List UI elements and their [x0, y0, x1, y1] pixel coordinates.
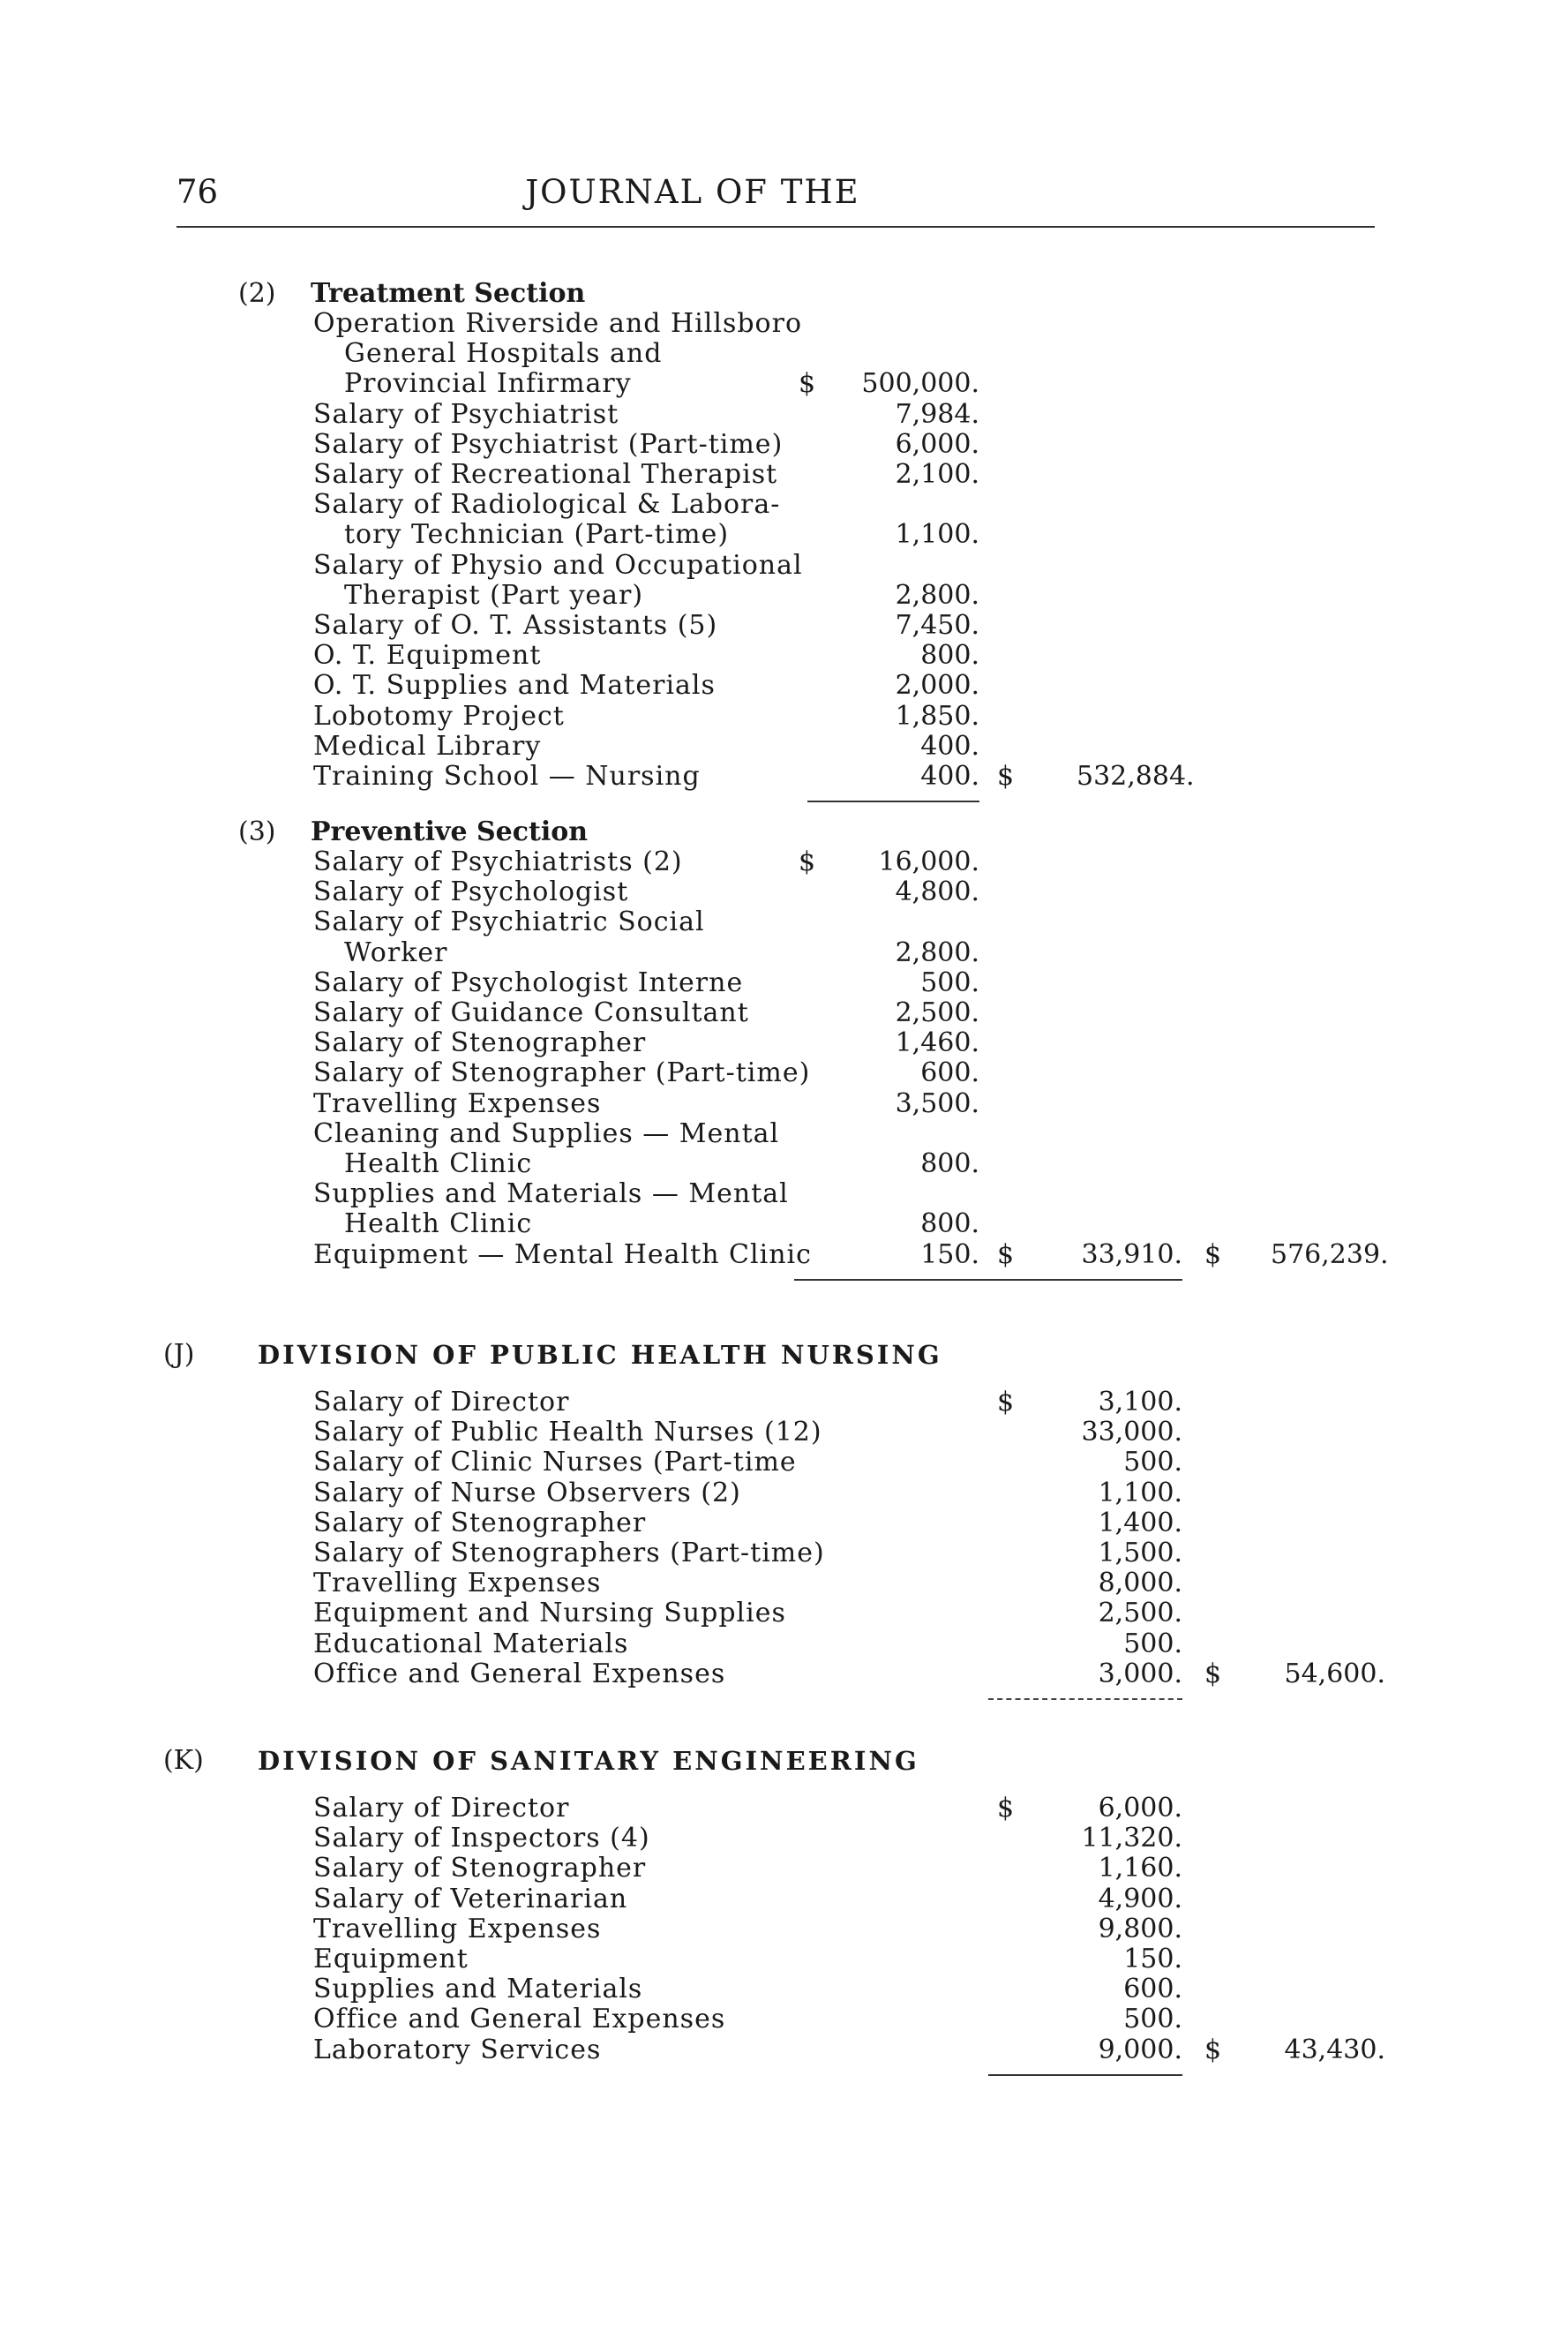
- subtotal-amount: 4,900.: [1098, 1883, 1182, 1914]
- subtotal-amount: 500.: [1123, 2004, 1182, 2035]
- line-item-text: O. T. Equipment: [313, 640, 542, 672]
- line-item-text: tory Technician (Part-time): [344, 519, 730, 551]
- subtotal-amount: 600.: [1123, 1974, 1182, 2005]
- total-rule: [988, 1698, 1182, 1700]
- line-item-text: O. T. Supplies and Materials: [313, 670, 716, 702]
- subtotal-amount: 33,000.: [1081, 1417, 1182, 1448]
- dollar-sign: $: [997, 1387, 1015, 1418]
- line-item-text: Salary of Psychiatrist (Part-time): [313, 428, 784, 460]
- dollar-sign: $: [1204, 2034, 1222, 2065]
- line-item-text: Office and General Expenses: [313, 2004, 726, 2035]
- line-item-text: Salary of Stenographer: [313, 1507, 647, 1538]
- subtotal-amount: 500.: [1123, 1628, 1182, 1659]
- line-item-text: Salary of Psychologist Interne: [313, 966, 744, 998]
- line-item-text: Health Clinic: [344, 1208, 533, 1240]
- running-title: JOURNAL OF THE: [525, 173, 860, 211]
- line-item-amount: 6,000.: [895, 428, 979, 460]
- subtotal-amount: 532,884.: [1077, 761, 1195, 792]
- dollar-sign: $: [1204, 1238, 1222, 1270]
- total-amount: 576,239.: [1271, 1238, 1389, 1270]
- line-item-text: General Hospitals and: [344, 338, 663, 370]
- line-item-amount: 500,000.: [861, 368, 979, 400]
- subtotal-amount: 1,500.: [1098, 1538, 1182, 1568]
- line-item-amount: 2,100.: [895, 459, 979, 490]
- section-marker: (J): [163, 1339, 195, 1370]
- line-item-text: Health Clinic: [344, 1148, 533, 1179]
- line-item-text: Operation Riverside and Hillsboro: [313, 308, 803, 339]
- section-heading: DIVISION OF PUBLIC HEALTH NURSING: [258, 1340, 942, 1370]
- total-amount: 54,600.: [1284, 1658, 1385, 1689]
- dollar-sign: $: [997, 1238, 1015, 1270]
- line-item-text: Office and General Expenses: [313, 1658, 726, 1689]
- section-marker: (K): [163, 1745, 204, 1776]
- line-item-text: Salary of Stenographer: [313, 1027, 647, 1059]
- subtotal-amount: 1,400.: [1098, 1507, 1182, 1538]
- subtotal-amount: 2,500.: [1098, 1598, 1182, 1629]
- line-item-text: Equipment: [313, 1944, 469, 1974]
- line-item-amount: 16,000.: [878, 846, 979, 877]
- line-item-text: Salary of Psychiatrists (2): [313, 846, 683, 877]
- dollar-sign: $: [997, 761, 1015, 792]
- subtotal-amount: 3,100.: [1098, 1387, 1182, 1418]
- line-item-text: Salary of Psychiatrist: [313, 398, 619, 430]
- line-item-text: Salary of Public Health Nurses (12): [313, 1417, 822, 1448]
- line-item-text: Training School — Nursing: [313, 761, 701, 792]
- line-item-text: Salary of Clinic Nurses (Part-time: [313, 1447, 797, 1478]
- line-item-text: Salary of Director: [313, 1387, 570, 1418]
- line-item-text: Equipment and Nursing Supplies: [313, 1598, 786, 1629]
- line-item-amount: 3,500.: [895, 1087, 979, 1119]
- line-item-text: Salary of Psychiatric Social: [313, 906, 705, 938]
- line-item-text: Salary of Physio and Occupational: [313, 549, 803, 581]
- line-item-text: Medical Library: [313, 730, 542, 762]
- line-item-amount: 400.: [920, 730, 979, 762]
- page-header: [176, 173, 1377, 215]
- subtotal-amount: 1,100.: [1098, 1477, 1182, 1508]
- line-item-amount: 800.: [920, 1208, 979, 1240]
- line-item-text: Laboratory Services: [313, 2034, 602, 2065]
- line-item-amount: 2,500.: [895, 997, 979, 1028]
- total-rule: [909, 1279, 1182, 1281]
- subtotal-amount: 8,000.: [1098, 1568, 1182, 1599]
- section-marker: (3): [238, 816, 276, 847]
- page-number: 76: [176, 173, 219, 211]
- line-item-text: Educational Materials: [313, 1628, 629, 1659]
- line-item-amount: 1,850.: [895, 700, 979, 732]
- dollar-sign: $: [799, 846, 816, 877]
- line-item-text: Salary of Director: [313, 1793, 570, 1824]
- line-item-amount: 800.: [920, 1148, 979, 1179]
- line-item-text: Travelling Expenses: [313, 1913, 602, 1944]
- total-rule: [807, 801, 979, 802]
- section-heading: DIVISION OF SANITARY ENGINEERING: [258, 1746, 919, 1776]
- subtotal-amount: 33,910.: [1081, 1238, 1182, 1270]
- section-heading: Treatment Section: [311, 278, 586, 309]
- line-item-text: Salary of Stenographer: [313, 1853, 647, 1884]
- subtotal-amount: 1,160.: [1098, 1853, 1182, 1884]
- line-item-text: Salary of Stenographers (Part-time): [313, 1538, 825, 1568]
- dollar-sign: $: [799, 368, 816, 400]
- subtotal-amount: 9,800.: [1098, 1913, 1182, 1944]
- subtotal-amount: 6,000.: [1098, 1793, 1182, 1824]
- line-item-text: Salary of Inspectors (4): [313, 1823, 650, 1854]
- line-item-text: Salary of Radiological & Labora-: [313, 489, 781, 521]
- subtotal-amount: 9,000.: [1098, 2034, 1182, 2065]
- subtotal-amount: 11,320.: [1081, 1823, 1182, 1854]
- line-item-text: Therapist (Part year): [344, 579, 644, 611]
- line-item-text: Supplies and Materials — Mental: [313, 1178, 789, 1210]
- section-heading: Preventive Section: [311, 816, 589, 847]
- section-marker: (2): [238, 278, 276, 309]
- total-rule: [988, 2074, 1182, 2076]
- line-item-text: Salary of Stenographer (Part-time): [313, 1057, 811, 1089]
- total-amount: 43,430.: [1284, 2034, 1385, 2065]
- dollar-sign: $: [997, 1793, 1015, 1824]
- line-item-text: Equipment — Mental Health Clinic: [313, 1238, 812, 1270]
- line-item-amount: 1,100.: [895, 519, 979, 551]
- line-item-amount: 600.: [920, 1057, 979, 1089]
- line-item-text: Salary of Veterinarian: [313, 1883, 628, 1914]
- line-item-amount: 800.: [920, 640, 979, 672]
- line-item-text: Salary of Nurse Observers (2): [313, 1477, 741, 1508]
- line-item-text: Lobotomy Project: [313, 700, 565, 732]
- header-rule: [176, 226, 1375, 228]
- subtotal-amount: 150.: [1123, 1944, 1182, 1974]
- line-item-text: Cleaning and Supplies — Mental: [313, 1117, 780, 1149]
- line-item-amount: 150.: [920, 1238, 979, 1270]
- line-item-amount: 2,800.: [895, 936, 979, 968]
- line-item-text: Salary of O. T. Assistants (5): [313, 610, 718, 641]
- line-item-amount: 400.: [920, 761, 979, 792]
- subtotal-amount: 3,000.: [1098, 1658, 1182, 1689]
- subtotal-amount: 500.: [1123, 1447, 1182, 1478]
- line-item-text: Salary of Recreational Therapist: [313, 459, 778, 490]
- line-item-text: Travelling Expenses: [313, 1087, 602, 1119]
- line-item-amount: 4,800.: [895, 876, 979, 908]
- line-item-amount: 2,000.: [895, 670, 979, 702]
- dollar-sign: $: [1204, 1658, 1222, 1689]
- line-item-amount: 7,450.: [895, 610, 979, 641]
- line-item-text: Salary of Psychologist: [313, 876, 629, 908]
- line-item-amount: 7,984.: [895, 398, 979, 430]
- line-item-text: Supplies and Materials: [313, 1974, 643, 2005]
- line-item-text: Provincial Infirmary: [344, 368, 632, 400]
- line-item-text: Travelling Expenses: [313, 1568, 602, 1599]
- line-item-text: Salary of Guidance Consultant: [313, 997, 749, 1028]
- line-item-text: Worker: [344, 936, 448, 968]
- line-item-amount: 1,460.: [895, 1027, 979, 1059]
- line-item-amount: 500.: [920, 966, 979, 998]
- line-item-amount: 2,800.: [895, 579, 979, 611]
